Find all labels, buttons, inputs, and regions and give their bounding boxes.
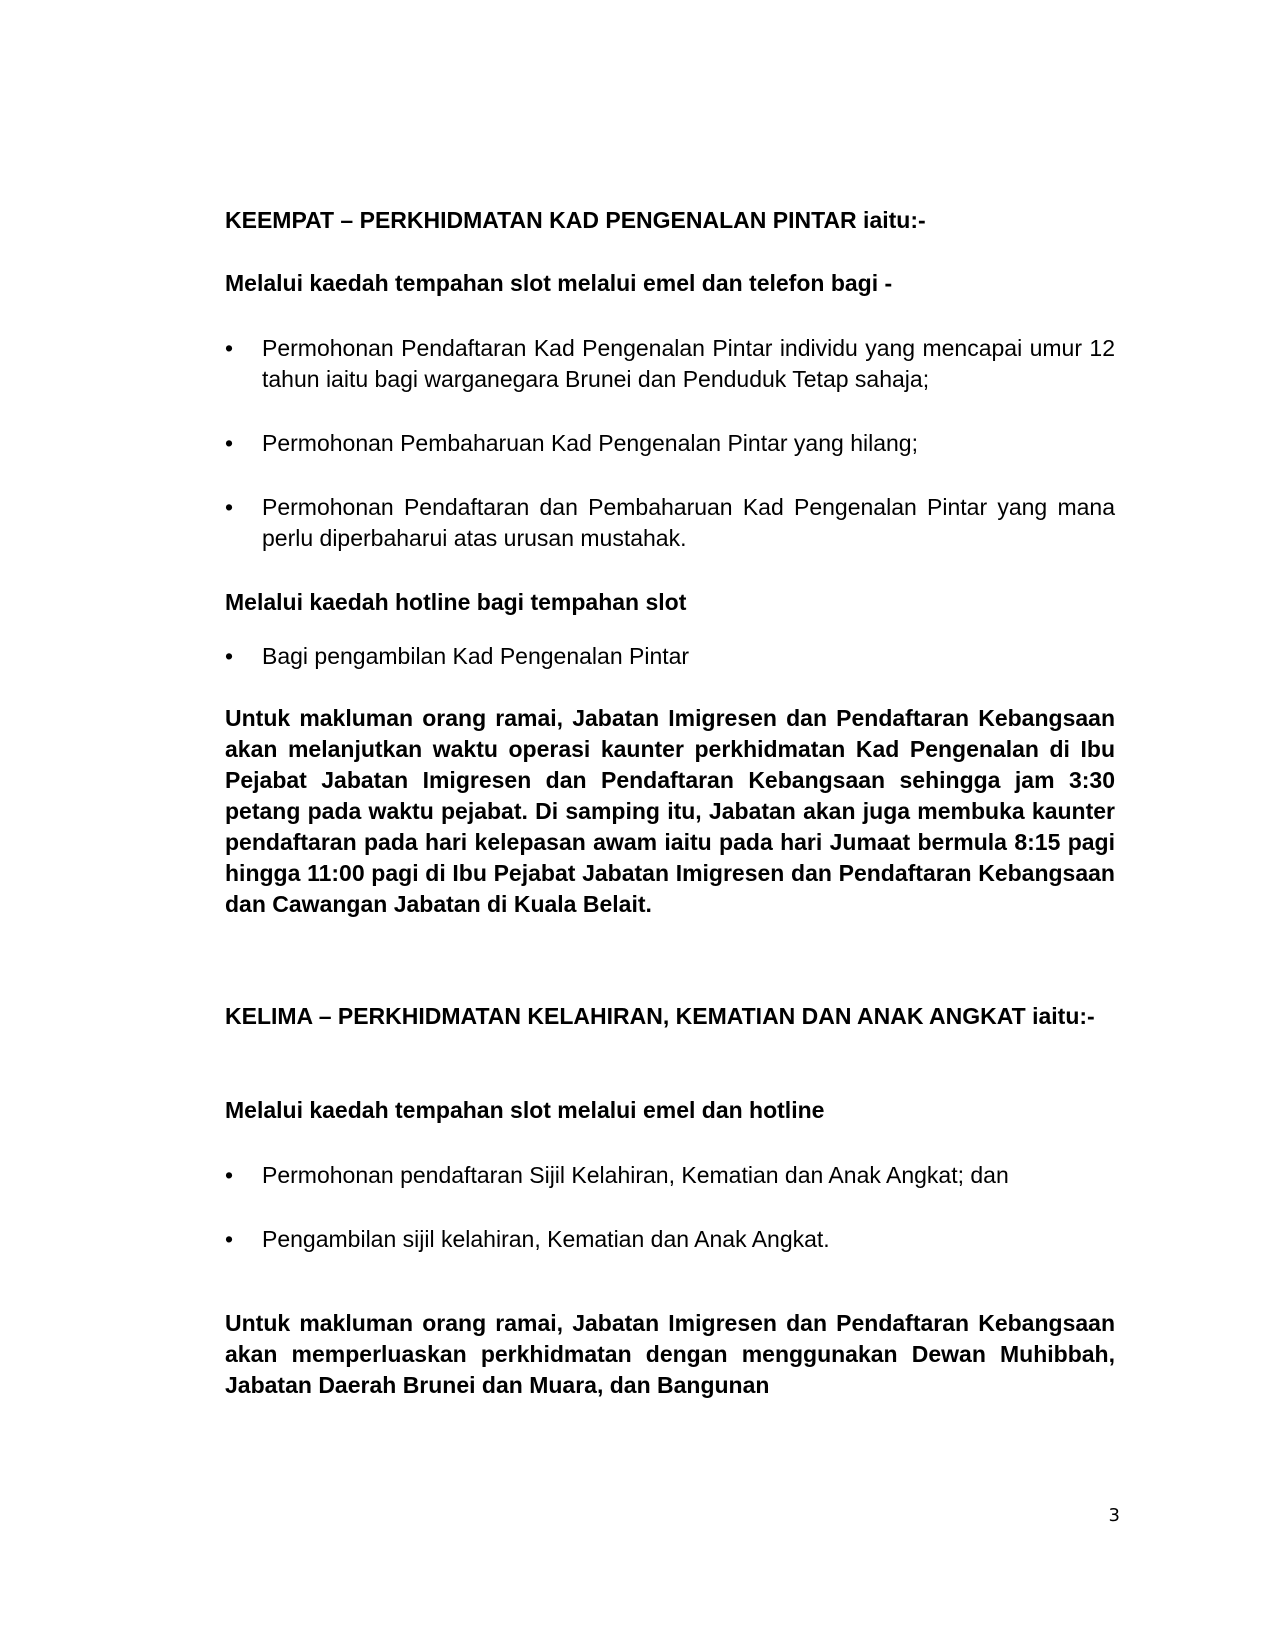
bullet-icon: • [225,1162,234,1188]
page-number: 3 [1108,1505,1120,1526]
bullet-icon: • [225,430,234,456]
section-5-subheading: Melalui kaedah tempahan slot melalui emel dan hotline [225,1097,825,1123]
section-4-notice: Untuk makluman orang ramai, Jabatan Imigresen dan Pendaftaran Kebangsaan akan melanjutkan waktu operasi kaunter perkhidmatan Kad Pengenalan di Ibu Pejabat Jabatan Imigresen dan Pendaftaran Kebangsaan sehingga jam 3:30 petang pada waktu pejabat. Di samping itu, Jabatan akan juga membuka kaunter pendaftaran pada hari kelepasan awam iaitu pada hari Jumaat bermula 8:15 pagi hingga 11:00 pagi di Ibu Pejabat Jabatan Imigresen dan Pendaftaran Kebangsaan dan Cawangan Jabatan di Kuala Belait. [225,705,1115,917]
section-4-heading: KEEMPAT – PERKHIDMATAN KAD PENGENALAN PINTAR iaitu:- [225,207,926,233]
bullet-icon: • [225,494,234,520]
section-4-subheading-email-phone: Melalui kaedah tempahan slot melalui emel dan telefon bagi - [225,270,893,296]
section-4-subheading-hotline: Melalui kaedah hotline bagi tempahan slot [225,589,687,615]
list-item-text: Bagi pengambilan Kad Pengenalan Pintar [262,643,690,669]
bullet-icon: • [225,335,234,361]
bullet-icon: • [225,643,234,669]
list-item-text: Permohonan Pembaharuan Kad Pengenalan Pintar yang hilang; [262,430,918,456]
bullet-icon: • [225,1226,234,1252]
list-item-text: Permohonan Pendaftaran dan Pembaharuan Kad Pengenalan Pintar yang mana perlu diperbaharui atas urusan mustahak. [262,494,1115,551]
list-item-text: Pengambilan sijil kelahiran, Kematian dan Anak Angkat. [262,1226,830,1252]
list-item-text: Permohonan Pendaftaran Kad Pengenalan Pintar individu yang mencapai umur 12 tahun iaitu bagi warganegara Brunei dan Penduduk Tetap sahaja; [262,335,1115,392]
section-5-heading: KELIMA – PERKHIDMATAN KELAHIRAN, KEMATIAN DAN ANAK ANGKAT iaitu:- [225,1003,1095,1029]
section-5-notice: Untuk makluman orang ramai, Jabatan Imigresen dan Pendaftaran Kebangsaan akan memperluaskan perkhidmatan dengan menggunakan Dewan Muhibbah, Jabatan Daerah Brunei dan Muara, dan Bangunan [225,1310,1115,1398]
list-item-text: Permohonan pendaftaran Sijil Kelahiran, Kematian dan Anak Angkat; dan [262,1162,1009,1188]
